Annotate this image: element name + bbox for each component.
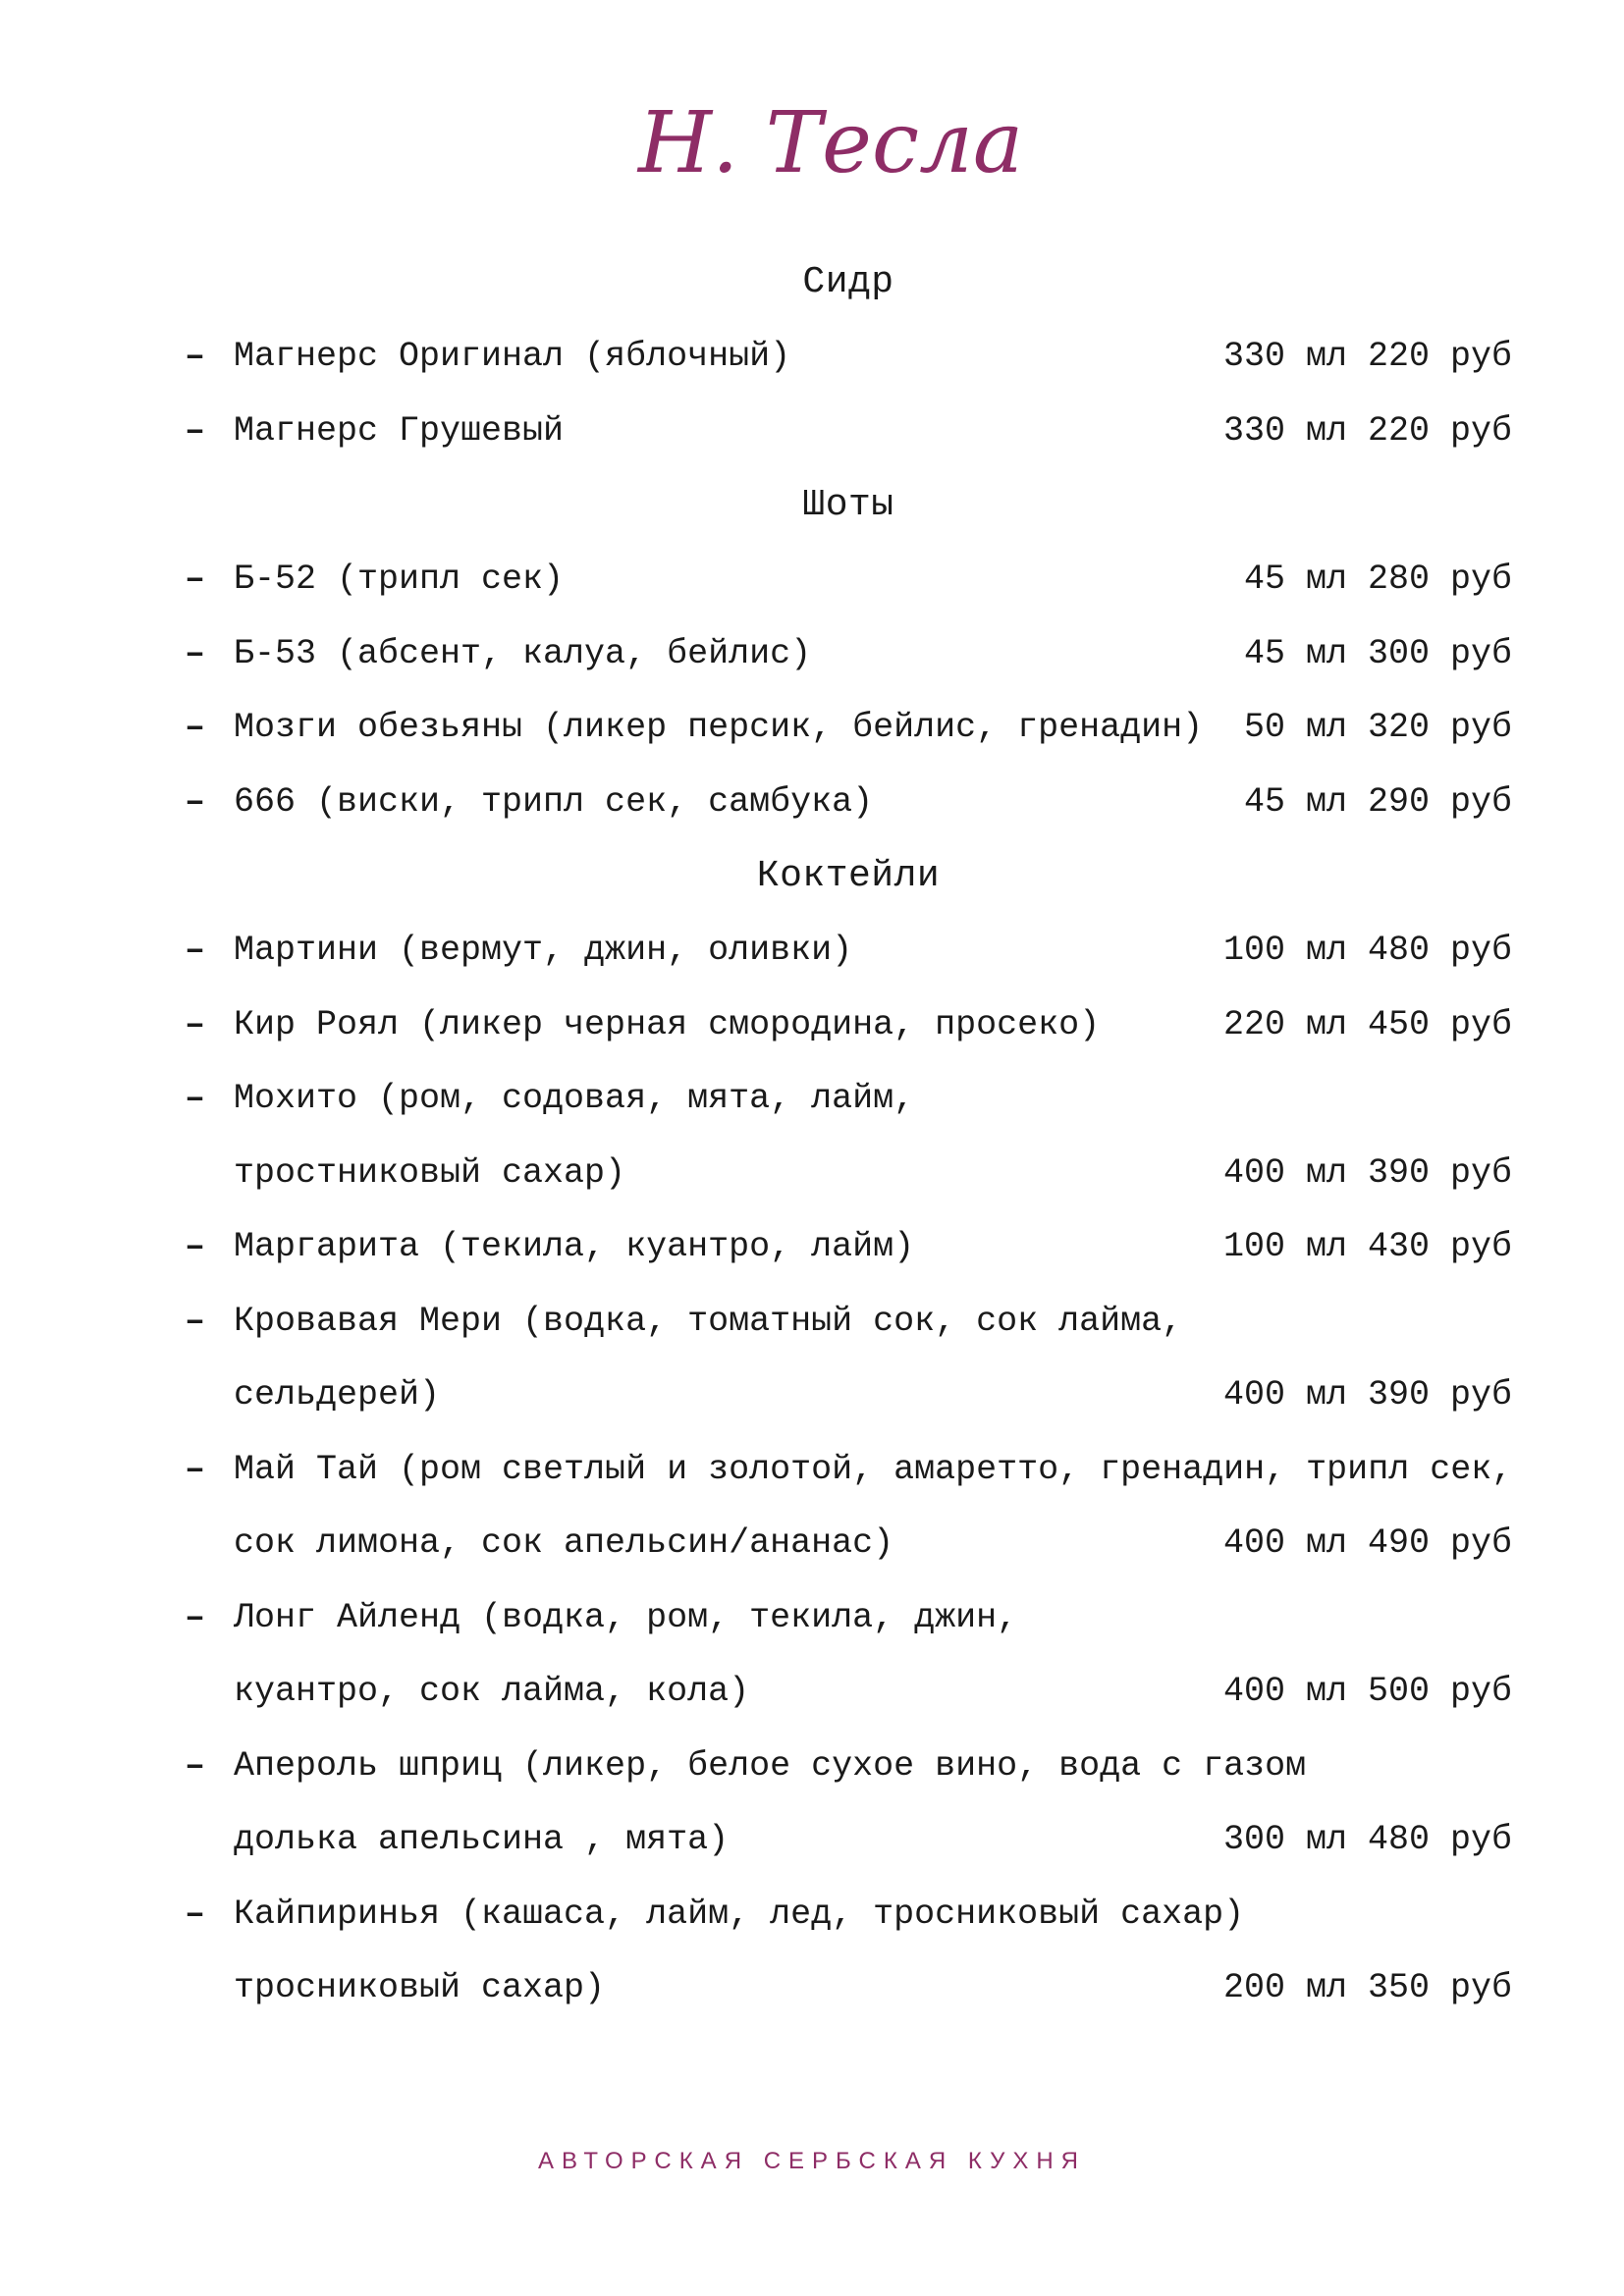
item-name: Мозги обезьяны (ликер персик, бейлис, гренадин) [234,708,1204,747]
menu-item [185,1210,1512,1285]
bullet-dash: – [185,1079,206,1118]
menu-item-line [185,395,1512,469]
item-price: 50 мл 320 руб [1243,708,1512,747]
menu-item [185,320,1512,395]
menu-item-line [185,914,1512,988]
menu-item [185,1433,1512,1581]
item-name: куантро, сок лайма, кола) [234,1672,750,1711]
menu-item-line [185,1210,1512,1285]
footer-tagline: АВТОРСКАЯ СЕРБСКАЯ КУХНЯ [537,2148,1087,2174]
menu-item-line [185,988,1512,1063]
menu-item [185,914,1512,988]
menu-item [185,691,1512,766]
item-price: 400 мл 500 руб [1222,1672,1512,1711]
menu-item-line [185,1359,1512,1433]
menu-item-line [185,1285,1512,1360]
drinks-menu [185,245,1512,2026]
item-name: сельдерей) [234,1375,441,1415]
menu-item [185,1285,1512,1433]
restaurant-logo [628,79,1060,206]
item-name: Б-52 (трипл сек) [234,560,565,599]
section-title: Шоты [802,484,894,526]
menu-item-line [185,766,1512,840]
menu-item-line [185,1433,1512,1508]
item-name: Лонг Айленд (водка, ром, текила, джин, [234,1597,1018,1637]
item-name: Мохито (ром, содовая, мята, лайм, [234,1079,915,1118]
bullet-dash: – [185,410,206,451]
menu-item-line [185,1730,1512,1804]
item-price: 220 мл 450 руб [1222,1004,1512,1044]
item-name: Мартини (вермут, джин, оливки) [234,931,853,970]
bullet-dash: – [185,633,206,673]
item-price: 100 мл 480 руб [1222,931,1512,970]
section-title: Сидр [802,261,894,303]
bullet-dash: – [185,931,206,970]
menu-item [185,1062,1512,1210]
menu-section [185,245,1512,468]
item-price: 330 мл 220 руб [1222,410,1512,451]
section-title: Коктейли [756,855,941,897]
bullet-dash: – [185,560,206,599]
logo-signature [628,79,1060,206]
item-name: Апероль шприц (ликер, белое сухое вино, вода с газом [234,1745,1307,1786]
menu-item [185,1581,1512,1730]
bullet-dash: – [185,1745,206,1786]
menu-item-line [185,1803,1512,1878]
item-price: 300 мл 480 руб [1222,1820,1512,1859]
menu-item [185,543,1512,617]
menu-section [185,468,1512,839]
item-price: 400 мл 390 руб [1222,1152,1512,1193]
menu-item-line [185,543,1512,617]
menu-item [185,395,1512,469]
menu-item-line [185,1655,1512,1730]
bullet-dash: – [185,1227,206,1266]
item-name: долька апельсина , мята) [234,1820,730,1859]
item-price: 45 мл 280 руб [1243,560,1512,599]
menu-section [185,839,1512,2026]
bullet-dash: – [185,1004,206,1044]
item-price: 400 мл 490 руб [1222,1523,1512,1563]
item-price: 330 мл 220 руб [1222,337,1512,376]
item-price: 200 мл 350 руб [1222,1968,1512,2007]
menu-item [185,988,1512,1063]
item-name: тростниковый сахар) [234,1152,626,1193]
menu-item-line [185,1062,1512,1137]
menu-item-line [185,1581,1512,1656]
item-name: тросниковый сахар) [234,1968,606,2007]
item-name: Кайпиринья (кашаса, лайм, лед, тросниковый сахар) [234,1894,1245,1934]
bullet-dash: – [185,781,206,822]
menu-item-line [185,1137,1512,1211]
item-name: сок лимона, сок апельсин/ананас) [234,1523,894,1563]
menu-item-line [185,617,1512,692]
bullet-dash: – [185,708,206,747]
menu-item [185,1878,1512,2026]
item-name: Магнерс Грушевый [234,410,565,451]
logo-text: Н. Тесла [638,94,1024,192]
item-name: Магнерс Оригинал (яблочный) [234,337,791,376]
item-price: 100 мл 430 руб [1222,1227,1512,1266]
item-name: Кир Роял (ликер черная смородина, просеко) [234,1004,1101,1044]
bullet-dash: – [185,1301,206,1341]
menu-item [185,617,1512,692]
item-name: Б-53 (абсент, калуа, бейлис) [234,633,812,673]
item-name: Маргарита (текила, куантро, лайм) [234,1227,915,1266]
menu-item [185,766,1512,840]
bullet-dash: – [185,337,206,376]
menu-item-line [185,320,1512,395]
item-name: 666 (виски, трипл сек, самбука) [234,781,874,822]
bullet-dash: – [185,1449,206,1489]
menu-item [185,1730,1512,1878]
menu-item-line [185,1507,1512,1581]
menu-item-line [185,1951,1512,2026]
item-price: 400 мл 390 руб [1222,1375,1512,1415]
item-price: 45 мл 290 руб [1243,781,1512,822]
bullet-dash: – [185,1894,206,1934]
bullet-dash: – [185,1597,206,1637]
item-name: Кровавая Мери (водка, томатный сок, сок лайма, [234,1301,1183,1341]
menu-item-line [185,1878,1512,1952]
item-name: Май Тай (ром светлый и золотой, амаретто, гренадин, трипл сек, [234,1449,1513,1489]
item-price: 45 мл 300 руб [1243,633,1512,673]
menu-item-line [185,691,1512,766]
